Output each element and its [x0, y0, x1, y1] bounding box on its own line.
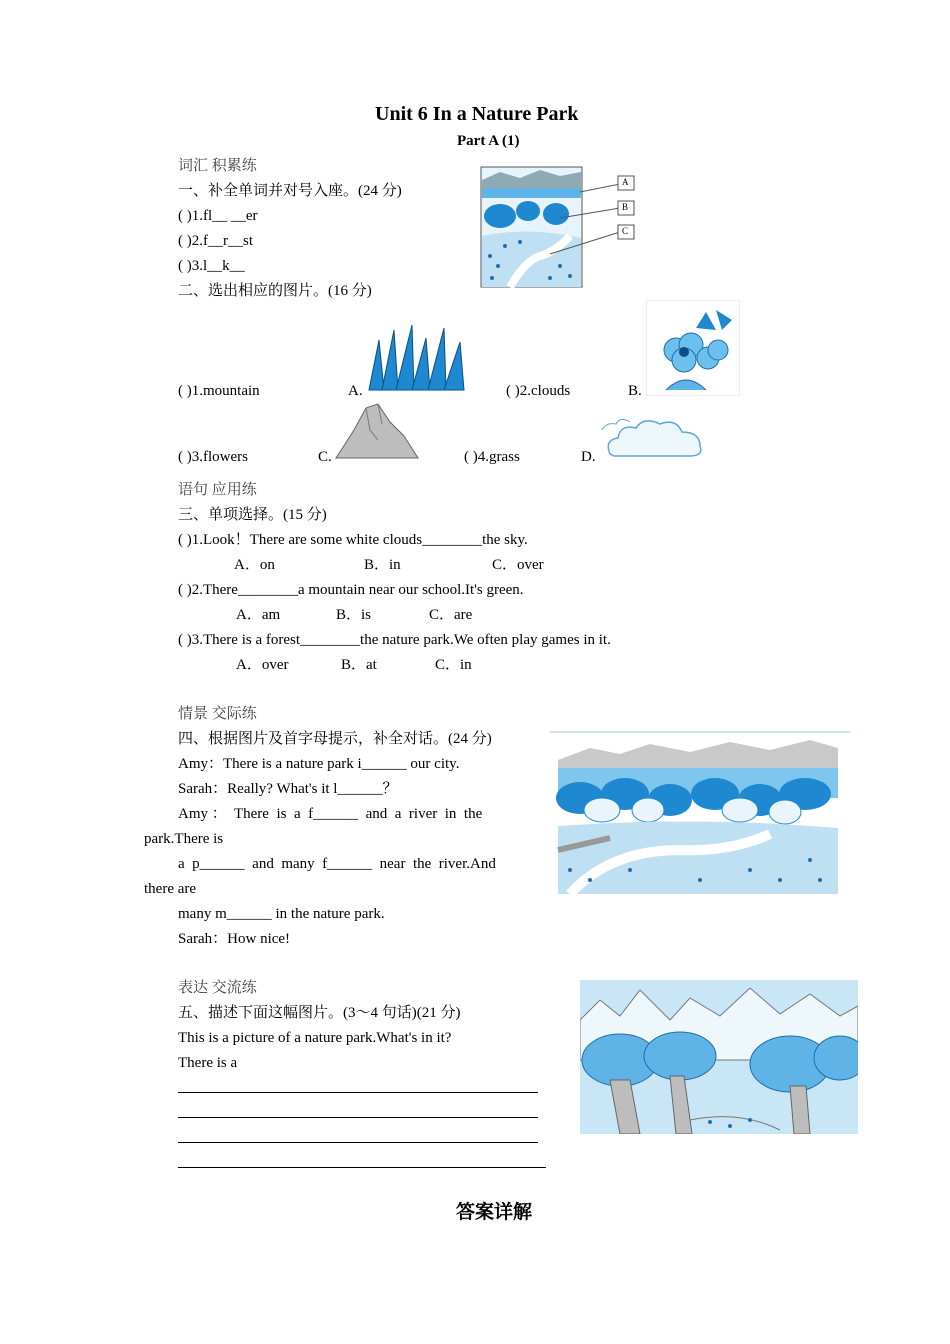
s4-line-7: many m______ in the nature park.	[178, 906, 385, 922]
s3-q3-option-a: A．over	[236, 657, 289, 673]
section5-heading: 五、描述下面这幅图片。(3～4 句话)(21 分)	[178, 1005, 461, 1021]
s3-q3-option-b: B．at	[341, 657, 377, 673]
s3-question-1: ( )1.Look！There are some white clouds________the sky.	[178, 532, 528, 548]
s3-q2-option-c: C．are	[429, 607, 473, 623]
s5-line-2: There is a	[178, 1055, 238, 1071]
grass-picture	[364, 320, 470, 392]
nature-park-scene-2	[580, 980, 858, 1134]
answers-heading: 答案详解	[456, 1201, 533, 1223]
s3-q2-option-a: A．am	[236, 607, 281, 623]
nature-park-figure	[480, 166, 640, 290]
s4-line-4: park.There is	[144, 831, 224, 847]
section3-label: 语句 应用练	[178, 482, 257, 498]
figure-label-b: B	[622, 202, 629, 212]
s2-letter-c: C.	[318, 449, 332, 465]
s1-item-1: ( )1.fl__ __er	[178, 208, 258, 224]
s3-q1-option-c: C．over	[492, 557, 544, 573]
s1-item-3: ( )3.l__k__	[178, 258, 245, 274]
clouds-picture	[600, 410, 710, 462]
section3-heading: 三、单项选择。(15 分)	[178, 507, 327, 523]
s5-line-1: This is a picture of a nature park.What's in it?	[178, 1030, 452, 1046]
flowers-picture	[646, 300, 740, 396]
s4-line-1: Amy：There is a nature park i______ our city.	[178, 756, 460, 772]
s4-line-6: there are	[144, 881, 197, 897]
s2-letter-d: D.	[581, 449, 596, 465]
section4-label: 情景 交际练	[178, 706, 257, 722]
s4-line-3: Amy ： There is a f______ and a river in the	[178, 806, 483, 822]
section2-heading: 二、选出相应的图片。(16 分)	[178, 283, 372, 299]
answer-line-4[interactable]	[178, 1167, 546, 1168]
section5-label: 表达 交流练	[178, 980, 257, 996]
s2-item-2: ( )2.clouds	[506, 383, 571, 399]
s2-letter-b: B.	[628, 383, 642, 399]
page-subtitle: Part A (1)	[457, 133, 520, 149]
s2-letter-a: A.	[348, 383, 363, 399]
s3-q1-option-a: A．on	[234, 557, 275, 573]
s4-line-8: Sarah：How nice!	[178, 931, 291, 947]
page-title: Unit 6 In a Nature Park	[375, 103, 579, 125]
s4-line-2: Sarah：Really? What's it l______？	[178, 781, 398, 797]
s2-item-3: ( )3.flowers	[178, 449, 248, 465]
figure-label-a: A	[622, 177, 629, 187]
answer-line-1[interactable]	[178, 1092, 538, 1093]
mountain-picture	[334, 400, 420, 460]
section4-heading: 四、根据图片及首字母提示，补全对话。(24 分)	[178, 731, 492, 747]
answer-line-3[interactable]	[178, 1142, 538, 1143]
s1-item-2: ( )2.f__r__st	[178, 233, 253, 249]
section1-heading: 一、补全单词并对号入座。(24 分)	[178, 183, 402, 199]
s3-q2-option-b: B．is	[336, 607, 372, 623]
s3-q3-option-c: C．in	[435, 657, 472, 673]
s3-question-3: ( )3.There is a forest________the nature park.We often play games in it.	[178, 632, 611, 648]
figure-label-c: C	[622, 226, 629, 236]
s3-q1-option-b: B．in	[364, 557, 401, 573]
nature-park-scene-1	[550, 730, 850, 896]
s3-question-2: ( )2.There________a mountain near our school.It's green.	[178, 582, 524, 598]
s4-line-5: a p______ and many f______ near the river.And	[178, 856, 496, 872]
section1-label: 词汇 积累练	[178, 158, 257, 174]
answer-line-2[interactable]	[178, 1117, 538, 1118]
s2-item-1: ( )1.mountain	[178, 383, 260, 399]
s2-item-4: ( )4.grass	[464, 449, 520, 465]
